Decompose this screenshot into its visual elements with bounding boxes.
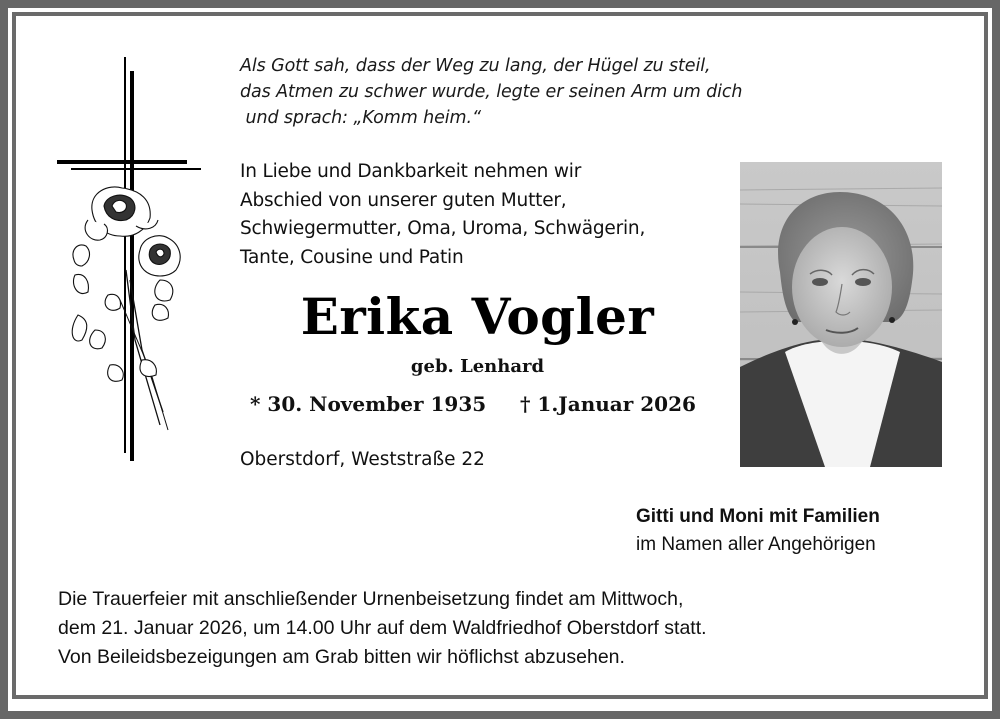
address: Oberstdorf, Weststraße 22 — [240, 449, 485, 470]
poem-line: das Atmen zu schwer wurde, legte er seinen Arm um dich — [240, 82, 743, 102]
intro-line: Schwiegermutter, Oma, Uroma, Schwägerin, — [240, 218, 646, 239]
cross-with-roses-icon — [0, 0, 220, 480]
death-date: † 1.Januar 2026 — [520, 392, 696, 416]
intro-line: Abschied von unserer guten Mutter, — [240, 189, 567, 211]
cross-thin-horizontal — [71, 168, 201, 170]
intro-line: Tante, Cousine und Patin — [240, 246, 464, 268]
notice-line: Von Beileidsbezeigungen am Grab bitten wir höflichst abzusehen. — [58, 646, 625, 668]
signer-on-behalf: im Namen aller Angehörigen — [636, 534, 876, 555]
poem-line: Als Gott sah, dass der Weg zu lang, der Hügel zu steil, — [240, 56, 711, 76]
notice-line: Die Trauerfeier mit anschließender Urnenbeisetzung findet am Mittwoch, — [58, 588, 684, 610]
deceased-name: Erika Vogler — [300, 287, 655, 346]
signers — [636, 503, 956, 559]
maiden-name: geb. Lenhard — [410, 356, 545, 377]
notice-line: dem 21. Januar 2026, um 14.00 Uhr auf dem Waldfriedhof Oberstdorf statt. — [58, 617, 707, 639]
birth-date: * 30. November 1935 — [250, 392, 487, 416]
signer-names: Gitti und Moni mit Familien — [636, 506, 880, 527]
obituary-card — [12, 12, 988, 699]
cross-thick-horizontal — [57, 160, 187, 164]
roses-icon — [60, 180, 190, 440]
portrait-image — [740, 162, 942, 467]
intro-line: In Liebe und Dankbarkeit nehmen wir — [240, 161, 582, 182]
funeral-notice — [58, 585, 938, 672]
intro-text — [240, 158, 740, 272]
poem-line: und sprach: „Komm heim.“ — [240, 108, 481, 128]
portrait-photo — [740, 162, 942, 467]
poem — [240, 53, 840, 131]
frame-gap — [8, 8, 992, 711]
